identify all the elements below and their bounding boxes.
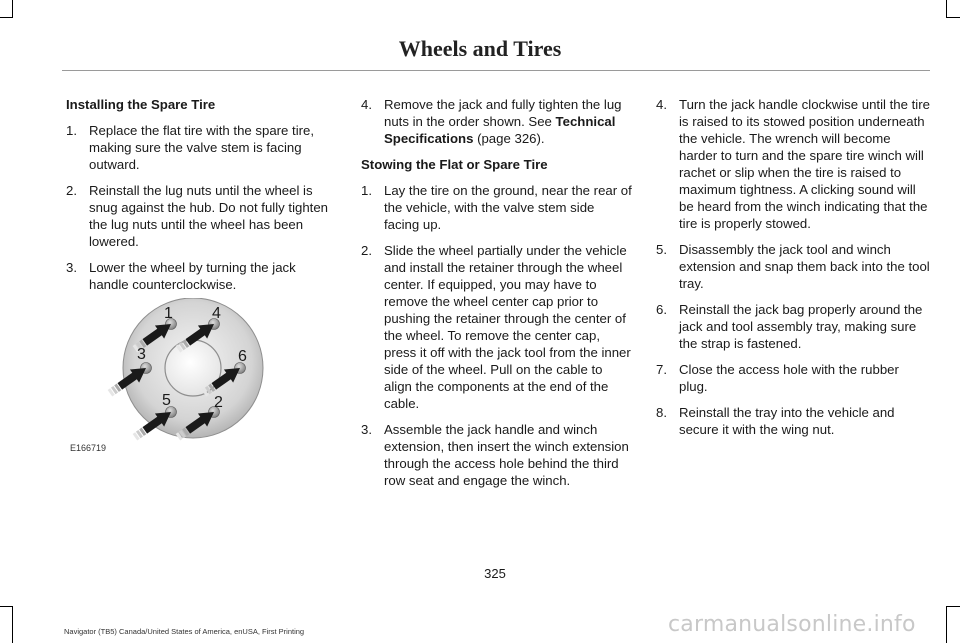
lug-nut-order-figure [62,298,334,460]
crop-mark-bottom-right-v [946,606,947,643]
steps-list-installing [66,122,338,293]
sequence-label-1: 1 [164,305,173,322]
list-item [361,421,633,489]
step-number: 2. [361,243,372,258]
sequence-label-2: 2 [214,394,223,411]
step-number: 6. [656,302,667,317]
steps-list-continued [361,96,633,147]
watermark: carmanualsonline.info [668,612,916,637]
step-number: 5. [656,242,667,257]
column-3 [656,96,930,447]
step-number: 3. [361,422,372,437]
list-item [361,96,633,147]
step-number: 1. [361,183,372,198]
step-number: 4. [656,97,667,112]
page-reference: (page 326). [473,131,545,146]
header-rule [62,70,930,71]
step-number: 8. [656,405,667,420]
list-item [656,404,930,438]
step-number: 4. [361,97,372,112]
step-text: Reinstall the lug nuts until the wheel is snug against the hub. Do not fully tighten the lug nuts until the wheel has been lowered. [89,183,329,249]
crop-mark-bottom-left-h [0,606,13,607]
list-item [66,122,338,173]
step-text: Reinstall the tray into the vehicle and secure it with the wing nut. [679,405,895,437]
step-number: 3. [66,260,77,275]
crop-mark-top-right-h [946,17,960,18]
step-text: Disassembly the jack tool and winch extension and snap them back into the tool tray. [679,242,930,291]
list-item [656,241,930,292]
crop-mark-top-right-v [946,0,947,18]
section-heading-stowing: Stowing the Flat or Spare Tire [361,157,548,172]
cross-reference-link[interactable]: Technical Specifications [384,114,616,146]
step-text: Replace the flat tire with the spare tire, making sure the valve stem is facing outward. [89,123,315,172]
footer-text: Navigator (TB5) Canada/United States of America, enUSA, First Printing [64,627,305,636]
step-number: 2. [66,183,77,198]
step-text: Lay the tire on the ground, near the rear of the vehicle, with the valve stem side facing up. [384,183,632,232]
column-2 [361,96,633,498]
list-item [656,301,930,352]
section-heading-installing: Installing the Spare Tire [66,97,216,112]
step-text: Lower the wheel by turning the jack handle counterclockwise. [89,260,296,292]
crop-mark-top-left-v [12,0,13,18]
steps-list-stowing [361,182,633,489]
list-item [656,96,930,232]
list-item [66,182,338,250]
sequence-label-4: 4 [212,305,221,322]
step-number: 1. [66,123,77,138]
sequence-label-5: 5 [162,392,171,409]
list-item [656,361,930,395]
crop-mark-top-left-h [0,17,13,18]
page-number: 325 [484,566,506,581]
sequence-label-6: 6 [238,348,247,365]
step-text: Turn the jack handle clockwise until the tire is raised to its stowed position underneath the vehicle. The wrench will become harder to turn and the spare tire winch will rachet or slip when the tire is raised to maximum tightness. A clicking sound will be heard from the winch indicating that the tire is properly stowed. [679,97,930,231]
step-text: Slide the wheel partially under the vehicle and install the retainer through the wheel center. If equipped, you may have to remove the wheel center cap prior to pushing the retainer through the center of the wheel. To remove the center cap, press it off with the jack tool from the inner side of the wheel. Pull on the cable to align the components at the end of the cable. [384,243,631,411]
sequence-label-3: 3 [137,346,146,363]
step-text: Assemble the jack handle and winch extension, then insert the winch extension through the access hole behind the third row seat and engage the winch. [384,422,629,488]
page-title: Wheels and Tires [398,36,562,61]
crop-mark-bottom-left-v [12,606,13,643]
wheel-diagram [62,298,334,460]
step-text: Close the access hole with the rubber plug. [679,362,899,394]
column-1 [66,96,338,302]
step-text: Reinstall the jack bag properly around the jack and tool assembly tray, making sure the strap is fastened. [679,302,923,351]
figure-id: E166719 [70,443,107,453]
step-number: 7. [656,362,667,377]
crop-mark-bottom-right-h [946,606,960,607]
list-item [361,242,633,412]
list-item [66,259,338,293]
steps-list-stowing-continued [656,96,930,438]
list-item [361,182,633,233]
step-text: Remove the jack and fully tighten the lug nuts in the order shown. See [384,97,622,129]
